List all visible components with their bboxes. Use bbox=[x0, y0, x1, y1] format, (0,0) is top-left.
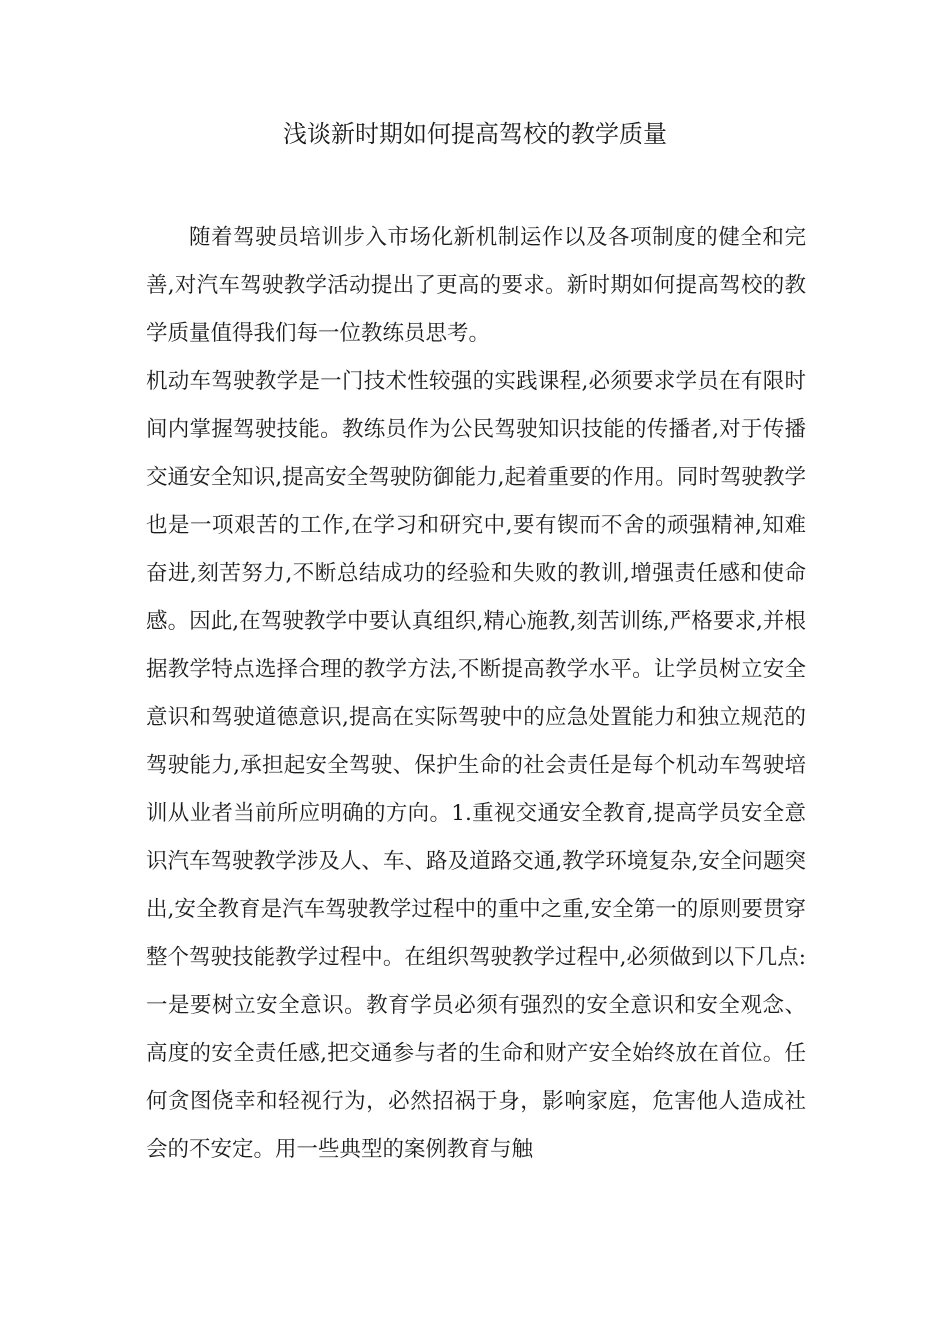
document-title: 浅谈新时期如何提高驾校的教学质量 bbox=[283, 120, 667, 148]
document-body bbox=[146, 214, 806, 1174]
paragraph-main: 机动车驾驶教学是一门技术性较强的实践课程,必须要求学员在有限时间内掌握驾驶技能。教练员作为公民驾驶知识技能的传播者,对于传播交通安全知识,提高安全驾驶防御能力,起着重要的作用。同时驾驶教学也是一项艰苦的工作,在学习和研究中,要有锲而不舍的顽强精神,知难奋进,刻苦努力,不断总结成功的经验和失败的教训,增强责任感和使命感。因此,在驾驶教学中要认真组织,精心施教,刻苦训练,严格要求,并根据教学特点选择合理的教学方法,不断提高教学水平。让学员树立安全意识和驾驶道德意识,提高在实际驾驶中的应急处置能力和独立规范的驾驶能力,承担起安全驾驶、保护生命的社会责任是每个机动车驾驶培训从业者当前所应明确的方向。1.重视交通安全教育,提高学员安全意识汽车驾驶教学涉及人、车、路及道路交通,教学环境复杂,安全问题突出,安全教育是汽车驾驶教学过程中的重中之重,安全第一的原则要贯穿整个驾驶技能教学过程中。在组织驾驶教学过程中,必须做到以下几点:一是要树立安全意识。教育学员必须有强烈的安全意识和安全观念、高度的安全责任感,把交通参与者的生命和财产安全始终放在首位。任何贪图侥幸和轻视行为，必然招祸于身，影响家庭，危害他人造成社会的不安定。用一些典型的案例教育与触 bbox=[146, 369, 806, 1162]
paragraph-intro: 随着驾驶员培训步入市场化新机制运作以及各项制度的健全和完善,对汽车驾驶教学活动提出了更高的要求。新时期如何提高驾校的教学质量值得我们每一位教练员思考。 bbox=[146, 225, 806, 346]
